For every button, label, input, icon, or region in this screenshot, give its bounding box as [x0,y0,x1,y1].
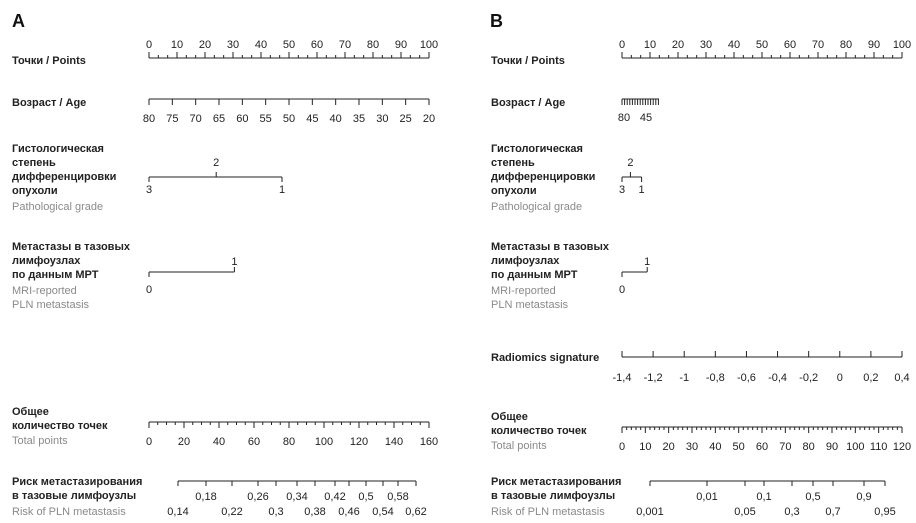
age-tick-label: 70 [189,113,202,125]
risk-tick-label: 0,5 [358,491,374,503]
risk-tick-label: 0,42 [324,491,346,503]
total-label: Общее [491,411,528,423]
radiomics-tick-label: -1 [679,372,690,384]
points-tick-label: 40 [727,39,741,51]
age-label: Возраст / Age [12,97,87,109]
radiomics-tick-label: -0,6 [736,372,756,384]
total-tick-label: 120 [892,441,912,453]
age-tick-label: 55 [259,113,272,125]
age-tick-label: 65 [212,113,226,125]
risk-sublabel: Risk of PLN metastasis [12,506,126,518]
total-tick-label: 110 [869,441,888,453]
risk-tick-label: 0,7 [825,506,841,518]
pln-category-label: 0 [618,284,626,296]
risk-tick-label: 0,26 [247,491,269,503]
age-tick-label: 80 [617,112,631,124]
grade-category-label: 3 [145,184,153,196]
risk-tick-label: 0,1 [756,491,772,503]
radiomics-tick-label: -0,8 [705,372,725,384]
risk-tick-label: 0,95 [874,506,896,518]
risk-tick-label: 0,01 [696,491,718,503]
grade-category-label: 2 [627,157,634,169]
total-tick-label: 0 [145,436,153,448]
risk-tick-label: 0,54 [372,506,394,518]
risk-tick-label: 0,001 [636,506,664,518]
total-tick-label: 100 [314,436,334,448]
grade-label: опухоли [491,185,537,197]
points-tick-label: 50 [755,39,769,51]
total-tick-label: 80 [802,441,815,453]
points-tick-label: 90 [867,39,881,51]
total-sublabel: Total points [12,435,68,447]
pln-category-label: 1 [644,256,651,268]
risk-tick-label: 0,9 [856,491,872,503]
risk-sublabel: Risk of PLN metastasis [491,506,605,518]
grade-label: степень [491,157,535,169]
risk-tick-label: 0,22 [221,506,243,518]
total-label: количество точек [12,420,108,432]
total-tick-label: 10 [639,441,652,453]
age-tick-label: 50 [282,113,296,125]
radiomics-tick-label: -0,2 [799,372,819,384]
points-label: Точки / Points [491,55,565,67]
pln-label: лимфоузлах [12,255,81,267]
grade-sublabel: Pathological grade [12,201,104,213]
total-tick-label: 60 [755,441,769,453]
risk-tick-label: 0,38 [304,506,326,518]
pln-category-label: 0 [145,284,153,296]
total-tick-label: 30 [685,441,699,453]
total-tick-label: 50 [732,441,745,453]
pln-sublabel: MRI-reported [491,285,556,297]
grade-label: Гистологическая [491,143,583,155]
total-sublabel: Total points [491,440,547,452]
pln-label: лимфоузлах [491,255,560,267]
points-tick-label: 100 [419,39,439,51]
risk-label: в тазовые лимфоузлы [491,490,616,502]
pln-sublabel: PLN metastasis [12,299,90,311]
radiomics-tick-label: 0,4 [894,372,910,384]
points-tick-label: 70 [338,39,352,51]
risk-tick-label: 0,5 [805,491,821,503]
risk-label: Риск метастазирования [491,476,622,488]
pln-label: Метастазы в тазовых [12,241,130,253]
radiomics-tick-label: -1,4 [612,372,632,384]
total-tick-label: 70 [779,441,792,453]
pln-label: по данным МРТ [491,269,578,281]
total-tick-label: 20 [177,436,191,448]
total-tick-label: 100 [846,441,865,453]
grade-label: опухоли [12,185,58,197]
points-tick-label: 0 [145,39,153,51]
pln-category-label: 1 [231,256,238,268]
total-tick-label: 140 [384,436,404,448]
points-tick-label: 10 [170,39,184,51]
points-tick-label: 100 [892,39,912,51]
age-label: Возраст / Age [491,97,566,109]
points-tick-label: 80 [839,39,853,51]
points-tick-label: 40 [254,39,268,51]
pln-sublabel: PLN metastasis [491,299,569,311]
age-tick-label: 40 [329,113,342,125]
risk-tick-label: 0,3 [784,506,800,518]
total-tick-label: 120 [349,436,369,448]
age-tick-label: 25 [399,113,412,125]
risk-tick-label: 0,58 [387,491,409,503]
total-tick-label: 40 [709,441,722,453]
total-label: количество точек [491,425,587,437]
grade-category-label: 2 [213,157,220,169]
age-tick-label: 30 [376,113,389,125]
risk-tick-label: 0,14 [167,506,189,518]
points-tick-label: 80 [366,39,380,51]
radiomics-label: Radiomics signature [491,352,600,364]
radiomics-tick-label: 0,2 [863,372,879,384]
points-tick-label: 60 [310,39,324,51]
grade-category-label: 1 [278,184,286,196]
panel-b-letter: B [490,11,503,31]
points-tick-label: 0 [618,39,626,51]
grade-category-label: 1 [638,184,645,196]
risk-tick-label: 0,3 [268,506,284,518]
age-tick-label: 80 [142,113,156,125]
age-tick-label: 35 [352,113,366,125]
points-label: Точки / Points [12,55,86,67]
risk-tick-label: 0,34 [286,491,308,503]
radiomics-tick-label: -0,4 [768,372,788,384]
points-tick-label: 90 [394,39,408,51]
pln-sublabel: MRI-reported [12,285,77,297]
total-tick-label: 60 [247,436,261,448]
risk-label: в тазовые лимфоузлы [12,490,137,502]
age-tick-label: 20 [422,113,436,125]
total-tick-label: 0 [618,441,626,453]
risk-tick-label: 0,05 [734,506,756,518]
risk-tick-label: 0,46 [338,506,360,518]
risk-tick-label: 0,62 [405,506,427,518]
points-tick-label: 20 [198,39,212,51]
age-tick-label: 60 [236,113,249,125]
total-tick-label: 20 [662,441,675,453]
grade-label: Гистологическая [12,143,104,155]
risk-label: Риск метастазирования [12,476,143,488]
grade-category-label: 3 [618,184,626,196]
radiomics-tick-label: 0 [836,372,843,384]
points-tick-label: 70 [811,39,825,51]
points-tick-label: 60 [783,39,797,51]
points-tick-label: 30 [226,39,240,51]
age-tick-label: 45 [306,113,319,125]
pln-label: Метастазы в тазовых [491,241,609,253]
points-tick-label: 20 [671,39,685,51]
grade-label: дифференцировки [491,171,596,183]
radiomics-tick-label: -1,2 [643,372,663,384]
grade-label: степень [12,157,56,169]
total-tick-label: 160 [419,436,439,448]
pln-label: по данным МРТ [12,269,99,281]
grade-label: дифференцировки [12,171,117,183]
points-tick-label: 10 [643,39,657,51]
points-tick-label: 50 [282,39,296,51]
grade-sublabel: Pathological grade [491,201,583,213]
panel-a-letter: A [12,11,25,31]
points-tick-label: 30 [699,39,713,51]
total-tick-label: 90 [825,441,839,453]
total-tick-label: 80 [282,436,296,448]
age-tick-label: 45 [639,112,653,124]
risk-tick-label: 0,18 [195,491,217,503]
age-tick-label: 75 [166,113,179,125]
total-tick-label: 40 [212,436,226,448]
total-label: Общее [12,406,49,418]
